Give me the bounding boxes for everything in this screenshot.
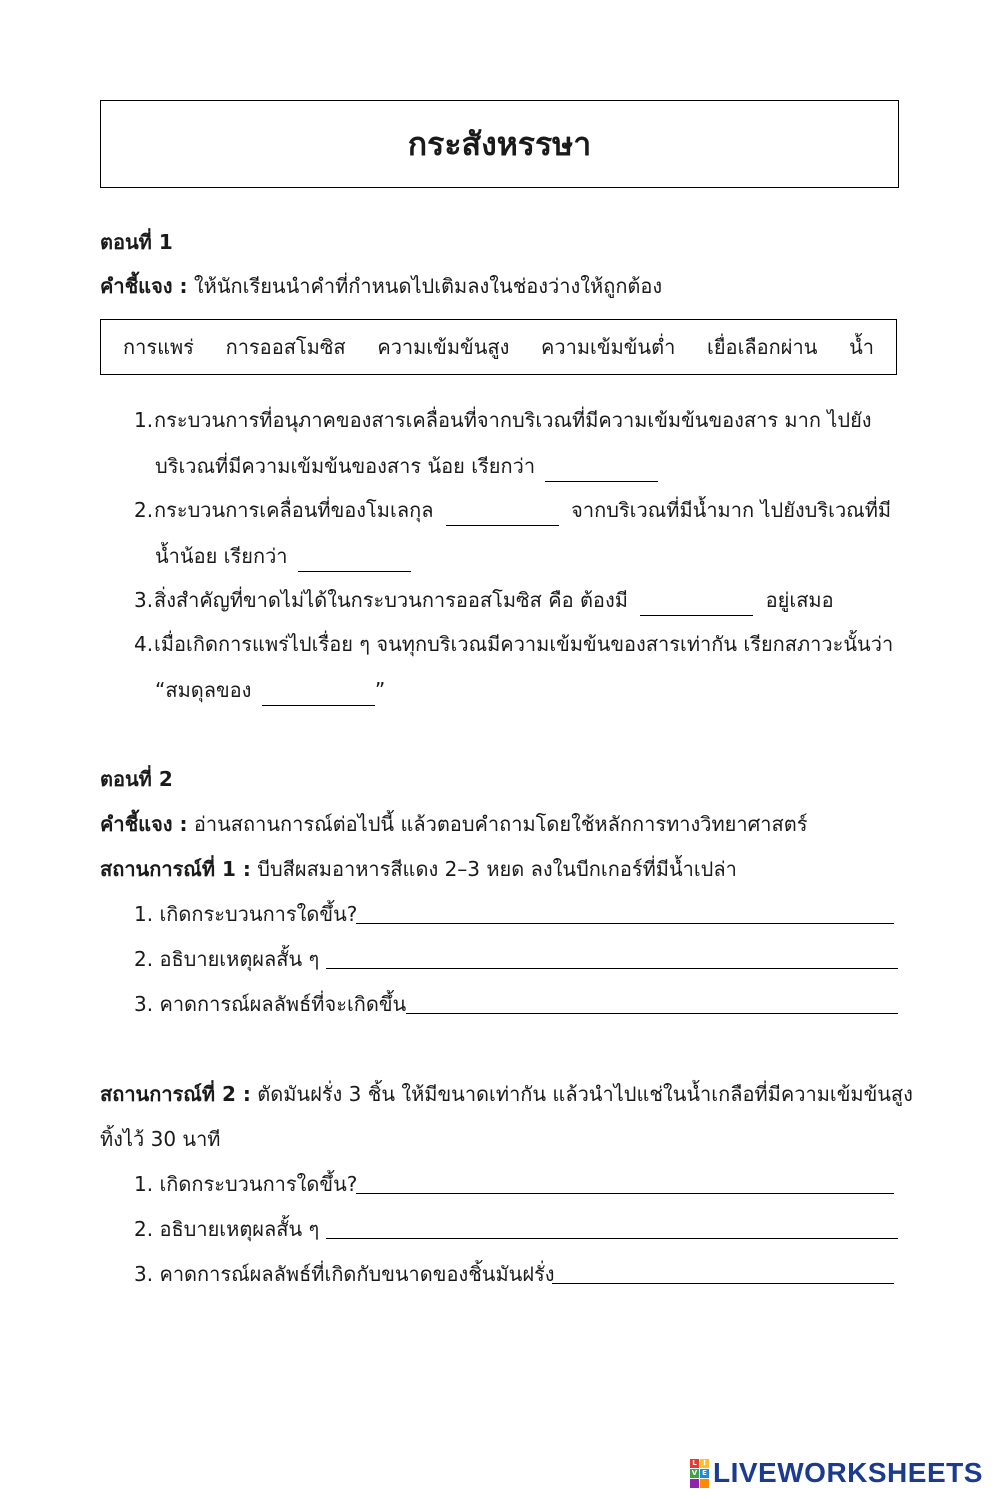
part1-heading: ตอนที่ 1 [100,230,173,254]
part1-instruction-label: คำชี้แจง : [100,274,188,298]
part1-instruction-text: ให้นักเรียนนำคำที่กำหนดไปเติมลงในช่องว่างให้ถูกต้อง [187,274,663,298]
word-bank [100,319,897,375]
s2-question-2: 2. อธิบายเหตุผลสั้น ๆ [134,1217,320,1241]
question-4-line-1: 4.เมื่อเกิดการแพร่ไปเรื่อย ๆ จนทุกบริเวณมีความเข้มข้นของสารเท่ากัน เรียกสภาวะนั้นว่า [134,632,894,656]
part1-instruction [100,270,662,302]
word-bank-item: ความเข้มข้นต่ำ [541,335,676,359]
word-bank-item: ความเข้มข้นสูง [377,335,510,359]
situation-2-text: ตัดมันฝรั่ง 3 ชิ้น ให้มีขนาดเท่ากัน แล้วนำไปแช่ในน้ำเกลือที่มีความเข้มข้นสูง [250,1082,913,1106]
word-bank-item: การออสโมซิส [225,335,346,359]
word-bank-item: การแพร่ [123,335,194,359]
word-bank-item: น้ำ [849,335,874,359]
blank-input[interactable] [446,503,559,526]
s2-question-3: 3. คาดการณ์ผลลัพธ์ที่เกิดกับขนาดของชิ้นมันฝรั่ง [134,1262,555,1286]
s1-question-3: 3. คาดการณ์ผลลัพธ์ที่จะเกิดขึ้น [134,992,407,1016]
part2-instruction [100,808,807,840]
s2-answer-3-line[interactable] [552,1283,894,1284]
part2-instruction-text: อ่านสถานการณ์ต่อไปนี้ แล้วตอบคำถามโดยใช้หลักการทางวิทยาศาสตร์ [187,812,808,836]
s2-answer-2-line[interactable] [326,1238,898,1239]
question-2-line-2: น้ำน้อย เรียกว่า [155,540,411,572]
logo-text: LIVEWORKSHEETS [713,1457,983,1488]
liveworksheets-logo [690,1459,983,1487]
logo-mark-icon: L I V E [690,1459,709,1488]
blank-input[interactable] [640,593,753,616]
part2-instruction-label: คำชี้แจง : [100,812,188,836]
blank-input[interactable] [262,683,375,706]
situation-2-text-2: ทิ้งไว้ 30 นาที [100,1127,221,1151]
blank-input[interactable] [298,549,411,572]
question-1-line-2: บริเวณที่มีความเข้มข้นของสาร น้อย เรียกว่า [155,450,658,482]
s1-question-2: 2. อธิบายเหตุผลสั้น ๆ [134,947,320,971]
question-3: 3.สิ่งสำคัญที่ขาดไม่ได้ในกระบวนการออสโมซิส คือ ต้องมี อยู่เสมอ [134,584,834,616]
situation-1-text: บีบสีผสมอาหารสีแดง 2–3 หยด ลงในบีกเกอร์ที่มีน้ำเปล่า [250,857,737,881]
situation-1-label: สถานการณ์ที่ 1 : [100,857,251,881]
title-box [100,100,899,188]
part2-heading: ตอนที่ 2 [100,767,173,791]
s2-question-1: 1. เกิดกระบวนการใดขึ้น? [134,1172,358,1196]
situation-2 [100,1078,913,1110]
word-bank-item: เยื่อเลือกผ่าน [707,335,818,359]
s1-answer-3-line[interactable] [406,1013,898,1014]
s1-answer-1-line[interactable] [356,923,894,924]
s1-answer-2-line[interactable] [326,968,898,969]
question-4-line-2: “สมดุลของ ” [155,674,385,706]
situation-2-label: สถานการณ์ที่ 2 : [100,1082,251,1106]
s1-question-1: 1. เกิดกระบวนการใดขึ้น? [134,902,358,926]
situation-1 [100,853,737,885]
question-2-line-1: 2.กระบวนการเคลื่อนที่ของโมเลกุล จากบริเวณที่มีน้ำมาก ไปยังบริเวณที่มี [134,494,891,526]
s2-answer-1-line[interactable] [356,1193,894,1194]
blank-input[interactable] [545,459,658,482]
page-title: กระสังหรรษา [407,124,592,163]
question-1-line-1: 1.กระบวนการที่อนุภาคของสารเคลื่อนที่จากบริเวณที่มีความเข้มข้นของสาร มาก ไปยัง [134,408,872,432]
